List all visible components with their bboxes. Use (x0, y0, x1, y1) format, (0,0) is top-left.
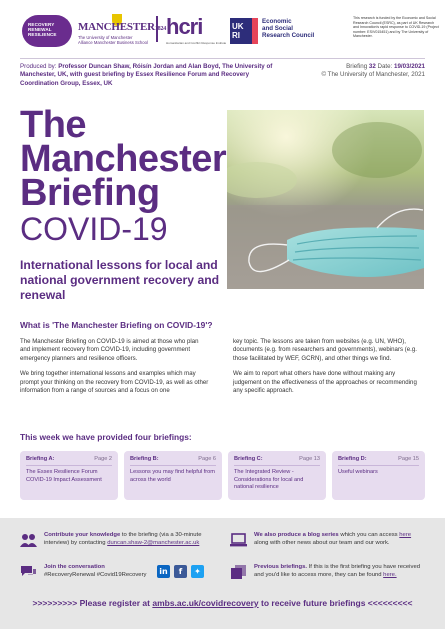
social-links (157, 565, 204, 578)
hcri-logo: hcri Humanitarian and Conflict Response Institute (156, 14, 218, 48)
page-title: The Manchester Briefing COVID-19 (20, 104, 227, 247)
ukri-esrc-logo: UK RI Economic and Social Research Council (230, 18, 348, 46)
previous-briefings-text: Previous briefings. If this is the first briefing you have received and you'd like to access more, they can be found here. (254, 564, 420, 579)
blog-link[interactable]: here (399, 532, 412, 538)
briefing-number: 32 (368, 63, 376, 70)
intro-column-right: key topic. The lessons are taken from websites (e.g. UN, WHO), documents (e.g. from researchers and governments), webinars (e.g. those facilitated by WEF, GCRN), and other things we find. We aim to report what others have done without making any judgement on the effectiveness of the approaches or recommending any specific approach. (233, 338, 417, 395)
twitter-icon[interactable]: ✦ (191, 565, 204, 578)
face-mask-photo (227, 110, 424, 289)
laptop-icon (230, 533, 247, 547)
briefing-date: 19/03/2021 (394, 63, 425, 70)
briefing-card-a[interactable]: Briefing A: Page 2 The Essex Resilience Forum COVID-19 Impact Assessment (20, 451, 118, 500)
funding-note: This research is funded by the Economic and Social Research Council (ESRC), as part of UK Research and Innovation's rapid response to COVID-19 (Project number: ES/V015451) and by The University of Manchester. (353, 16, 439, 39)
blog-text: We also produce a blog series which you can access here along with other news about our team and our work. (254, 532, 412, 547)
register-banner: >>>>>>>>> Please register at ambs.ac.uk/covidrecovery to receive future briefings <<<<<<<<< (32, 598, 413, 608)
briefing-meta: Briefing 32 Date: 19/03/2021 © The University of Manchester, 2021 (295, 63, 425, 80)
facebook-icon[interactable]: f (174, 565, 187, 578)
what-is-heading: What is 'The Manchester Briefing on COVID-19'? (20, 320, 213, 330)
briefing-card-b[interactable]: Briefing B: Page 6 Lessons you may find helpful from across the world (124, 451, 222, 500)
documents-icon (230, 565, 247, 579)
linkedin-icon[interactable]: in (157, 565, 170, 578)
briefing-card-c[interactable]: Briefing C: Page 13 The Integrated Review - Considerations for local and national resilience (228, 451, 326, 500)
divider (20, 58, 425, 59)
tagline: International lessons for local and national government recovery and renewal (20, 258, 220, 302)
logo-strip (0, 0, 445, 58)
register-link[interactable]: ambs.ac.uk/covidrecovery (152, 598, 259, 608)
briefing-card-d[interactable]: Briefing D: Page 15 Useful webinars (332, 451, 425, 500)
join-conversation: Join the conversation #RecoveryRenewal #Covid19Recovery (44, 564, 147, 579)
university-of-manchester-logo: MANCHESTER1824 The University of Manchester Alliance Manchester Business School (76, 14, 154, 48)
contribute-text: Contribute your knowledge to the briefing (via a 30-minute interview) by contacting duncan.shaw-2@manchester.ac.uk (44, 532, 202, 547)
copyright: © The University of Manchester, 2021 (321, 71, 425, 79)
produced-by: Produced by: Professor Duncan Shaw, Róisín Jordan and Alan Boyd, The University of Manchester, UK, with guest briefing by Essex Resilience Forum and Recovery Coordination Group, Essex, UK (20, 63, 273, 87)
chat-icon (20, 565, 37, 579)
contact-email-link[interactable]: duncan.shaw-2@manchester.ac.uk (107, 540, 200, 547)
rrr-logo: RECOVERY RENEWAL RESILIENCE (22, 15, 72, 47)
intro-column-left: The Manchester Briefing on COVID-19 is aimed at those who plan and implement recovery from COVID-19, including government emergency planners and resilience officers. We bring together international lessons and examples which may prompt your thinking on the recovery from COVID-19, as well as other information from a range of sources and a focus on one (20, 338, 209, 395)
hcri-tree-icon (156, 16, 164, 42)
previous-briefings-link[interactable]: here. (383, 572, 397, 579)
briefings-heading: This week we have provided four briefings: (20, 432, 192, 442)
people-icon (20, 533, 37, 547)
